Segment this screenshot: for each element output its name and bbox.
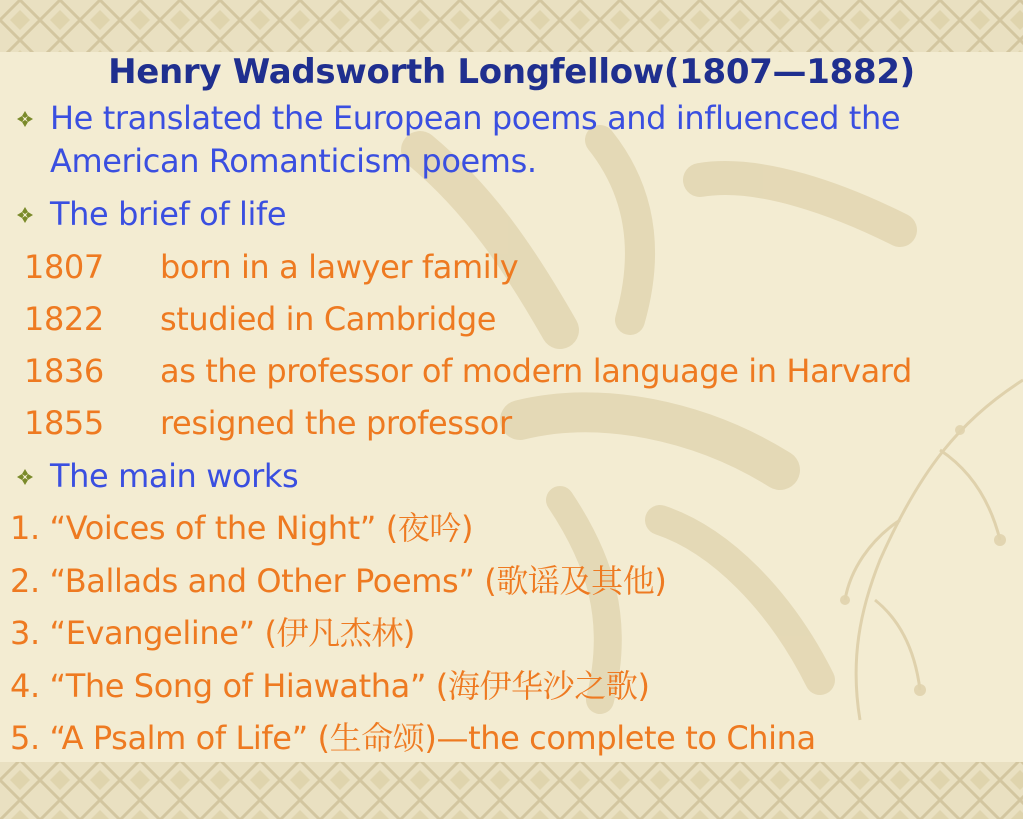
life-item [24, 247, 518, 287]
diamond-bullet-icon [16, 206, 34, 224]
life-event: resigned the professor [160, 404, 512, 442]
bullet-translated-line2: American Romanticism poems. [50, 142, 537, 180]
work-title: “A Psalm of Life” (生命颂)—the complete to China [49, 719, 816, 757]
work-number: 1. [10, 509, 40, 547]
work-number: 5. [10, 719, 40, 757]
work-item [10, 613, 415, 653]
life-year: 1855 [24, 404, 104, 442]
bullet-translated-line1: He translated the European poems and influenced the [50, 99, 901, 137]
life-event: as the professor of modern language in Harvard [160, 352, 912, 390]
diamond-bullet-icon [16, 468, 34, 486]
life-event: born in a lawyer family [160, 248, 519, 286]
work-title: “Evangeline” (伊凡杰林) [49, 614, 416, 652]
life-year: 1836 [24, 352, 104, 390]
work-item [10, 666, 650, 706]
slide-title: Henry Wadsworth Longfellow(1807—1882) [108, 52, 915, 92]
work-item [10, 718, 816, 758]
diamond-bullet-icon [16, 110, 34, 128]
work-number: 2. [10, 562, 40, 600]
life-item [24, 403, 512, 443]
life-year: 1807 [24, 248, 104, 286]
work-item [10, 508, 473, 548]
life-item [24, 299, 496, 339]
life-event: studied in Cambridge [160, 300, 497, 338]
work-number: 3. [10, 614, 40, 652]
bullet-main-works: The main works [50, 457, 299, 495]
work-title: “Voices of the Night” (夜吟) [49, 509, 474, 547]
work-number: 4. [10, 667, 40, 705]
work-item [10, 561, 666, 601]
work-title: “The Song of Hiawatha” (海伊华沙之歌) [49, 667, 650, 705]
life-year: 1822 [24, 300, 104, 338]
bullet-brief-of-life: The brief of life [50, 195, 287, 233]
work-title: “Ballads and Other Poems” (歌谣及其他) [49, 562, 667, 600]
life-item [24, 351, 912, 391]
